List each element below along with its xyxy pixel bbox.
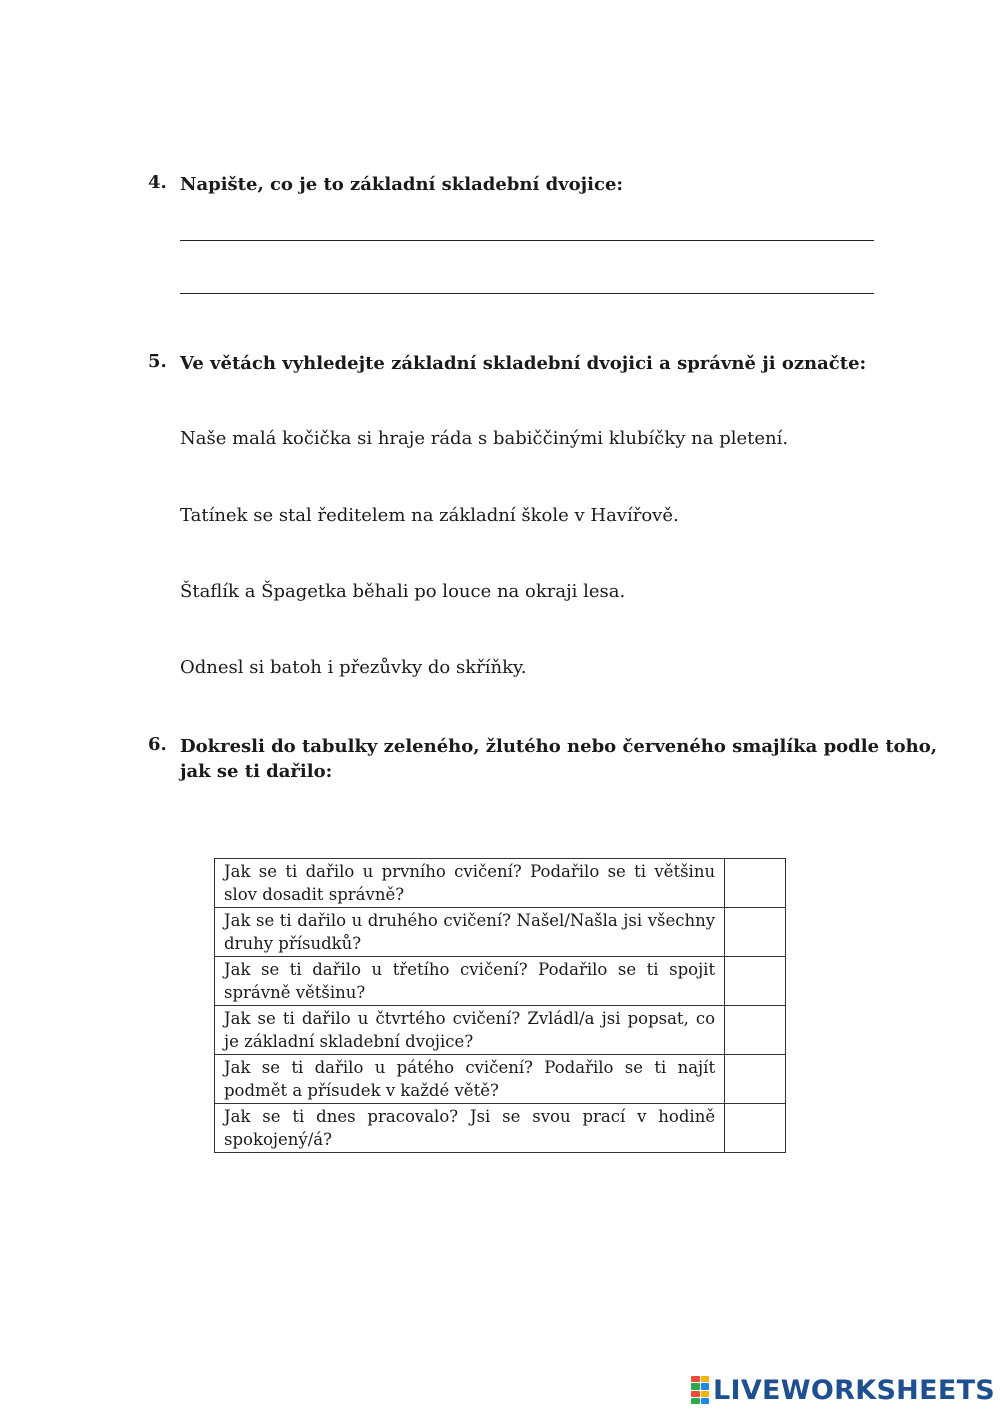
liveworksheets-logo-icon [691, 1376, 709, 1404]
question-6-number: 6. [148, 734, 167, 755]
smiley-cell[interactable] [725, 1006, 786, 1055]
question-5-number: 5. [148, 351, 167, 372]
smiley-cell[interactable] [725, 908, 786, 957]
evaluation-question: Jak se ti dnes pracovalo? Jsi se svou prací v hodině spokojený/á? [215, 1104, 725, 1153]
sentence-3[interactable]: Štaflík a Špagetka běhali po louce na okraji lesa. [180, 581, 626, 602]
question-6-text [180, 734, 937, 784]
logo-tile [691, 1391, 700, 1397]
smiley-cell[interactable] [725, 1055, 786, 1104]
logo-tile [701, 1391, 710, 1397]
evaluation-question: Jak se ti dařilo u druhého cvičení? Našel/Našla jsi všechny druhy přísudků? [215, 908, 725, 957]
question-6-text-line-2: jak se ti dařilo: [180, 761, 333, 782]
answer-line-2[interactable] [180, 293, 874, 294]
sentence-2[interactable]: Tatínek se stal ředitelem na základní škole v Havířově. [180, 505, 679, 526]
evaluation-question: Jak se ti dařilo u pátého cvičení? Podařilo se ti najít podmět a přísudek v každé větě? [215, 1055, 725, 1104]
question-4-number: 4. [148, 172, 167, 193]
table-row [215, 908, 786, 957]
evaluation-question: Jak se ti dařilo u třetího cvičení? Podařilo se ti spojit správně většinu? [215, 957, 725, 1006]
logo-tile [701, 1383, 710, 1389]
logo-tile [701, 1398, 710, 1404]
sentence-4[interactable]: Odnesl si batoh i přezůvky do skříňky. [180, 657, 527, 678]
table-row [215, 1104, 786, 1153]
question-5-text: Ve větách vyhledejte základní skladební dvojici a správně ji označte: [180, 353, 867, 374]
logo-tile [691, 1398, 700, 1404]
sentence-1[interactable]: Naše malá kočička si hraje ráda s babiččinými klubíčky na pletení. [180, 428, 789, 449]
evaluation-question: Jak se ti dařilo u čtvrtého cvičení? Zvládl/a jsi popsat, co je základní skladební dvojice? [215, 1006, 725, 1055]
answer-line-1[interactable] [180, 240, 874, 241]
smiley-cell[interactable] [725, 859, 786, 908]
table-row [215, 1055, 786, 1104]
logo-tile [691, 1383, 700, 1389]
liveworksheets-logo[interactable] [691, 1372, 995, 1408]
logo-tile [691, 1376, 700, 1382]
smiley-cell[interactable] [725, 957, 786, 1006]
logo-text: LIVEWORKSHEETS [713, 1374, 996, 1406]
evaluation-question: Jak se ti dařilo u prvního cvičení? Podařilo se ti většinu slov dosadit správně? [215, 859, 725, 908]
table-row [215, 957, 786, 1006]
evaluation-table [214, 858, 786, 1153]
table-row [215, 1006, 786, 1055]
smiley-cell[interactable] [725, 1104, 786, 1153]
table-row [215, 859, 786, 908]
logo-tile [701, 1376, 710, 1382]
question-4-text: Napište, co je to základní skladební dvojice: [180, 174, 624, 195]
question-6-text-line-1: Dokresli do tabulky zeleného, žlutého nebo červeného smajlíka podle toho, [180, 736, 937, 757]
